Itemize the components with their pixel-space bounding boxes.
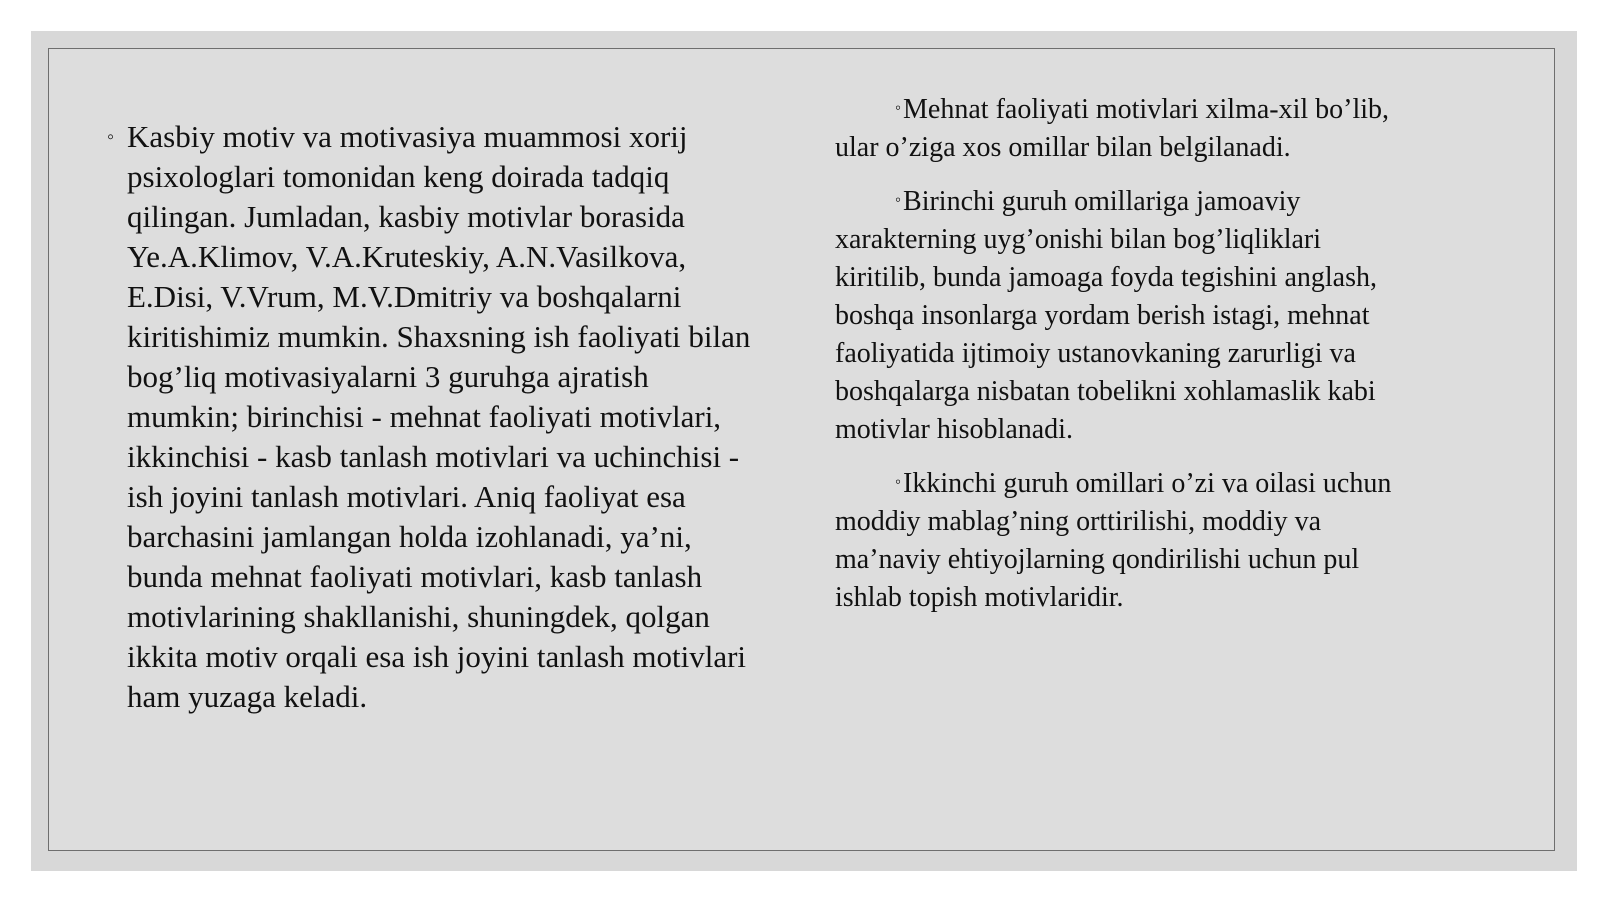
bullet-icon: ◦ — [107, 126, 115, 148]
slide — [31, 31, 1577, 871]
right-column — [835, 89, 1415, 631]
right-paragraph-3 — [835, 463, 1415, 617]
right-paragraph-1 — [835, 89, 1415, 167]
right-paragraph-text: Birinchi guruh omillariga jamoaviy xarakterning uyg’onishi bilan bog’liqliklari kiritilib, bunda jamoaga foyda tegishini anglash, boshqa insonlarga yordam berish istagi, mehnat faoliyatida ijtimoiy ustanovkaning zarurligi va boshqalarga nisbatan tobelikni xohlamaslik kabi motivlar hisoblanadi. — [835, 186, 1377, 445]
bullet-icon: ◦ — [895, 98, 902, 117]
left-column — [107, 117, 767, 717]
left-paragraph-text: Kasbiy motiv va motivasiya muammosi xorij psixologlari tomonidan keng doirada tadqiq qilingan. Jumladan, kasbiy motivlar borasida Ye.A.Klimov, V.A.Kruteskiy, A.N.Vasilkova, E.Disi, V.Vrum, M.V.Dmitriy va boshqalarni kiritishimiz mumkin. Shaxsning ish faoliyati bilan bog’liq motivasiyalarni 3 guruhga ajratish mumkin; birinchisi - mehnat faoliyati motivlari, ikkinchisi - kasb tanlash motivlari va uchinchisi - ish joyini tanlash motivlari. Aniq faoliyat esa barchasini jamlangan holda izohlanadi, ya’ni, bunda mehnat faoliyati motivlari, kasb tanlash motivlarining shakllanishi, shuningdek, qolgan ikkita motiv orqali esa ish joyini tanlash motivlari ham yuzaga keladi. — [127, 119, 751, 714]
right-paragraph-text: Ikkinchi guruh omillari o’zi va oilasi uchun moddiy mablag’ning orttirilishi, moddiy va ma’naviy ehtiyojlarning qondirilishi uchun pul ishlab topish motivlaridir. — [835, 468, 1392, 613]
right-paragraph-text: Mehnat faoliyati motivlari xilma-xil bo’lib, ular o’ziga xos omillar bilan belgilanadi. — [835, 94, 1390, 163]
right-paragraph-2 — [835, 181, 1415, 449]
bullet-icon: ◦ — [895, 472, 902, 491]
left-paragraph — [107, 117, 767, 717]
bullet-icon: ◦ — [895, 190, 902, 209]
